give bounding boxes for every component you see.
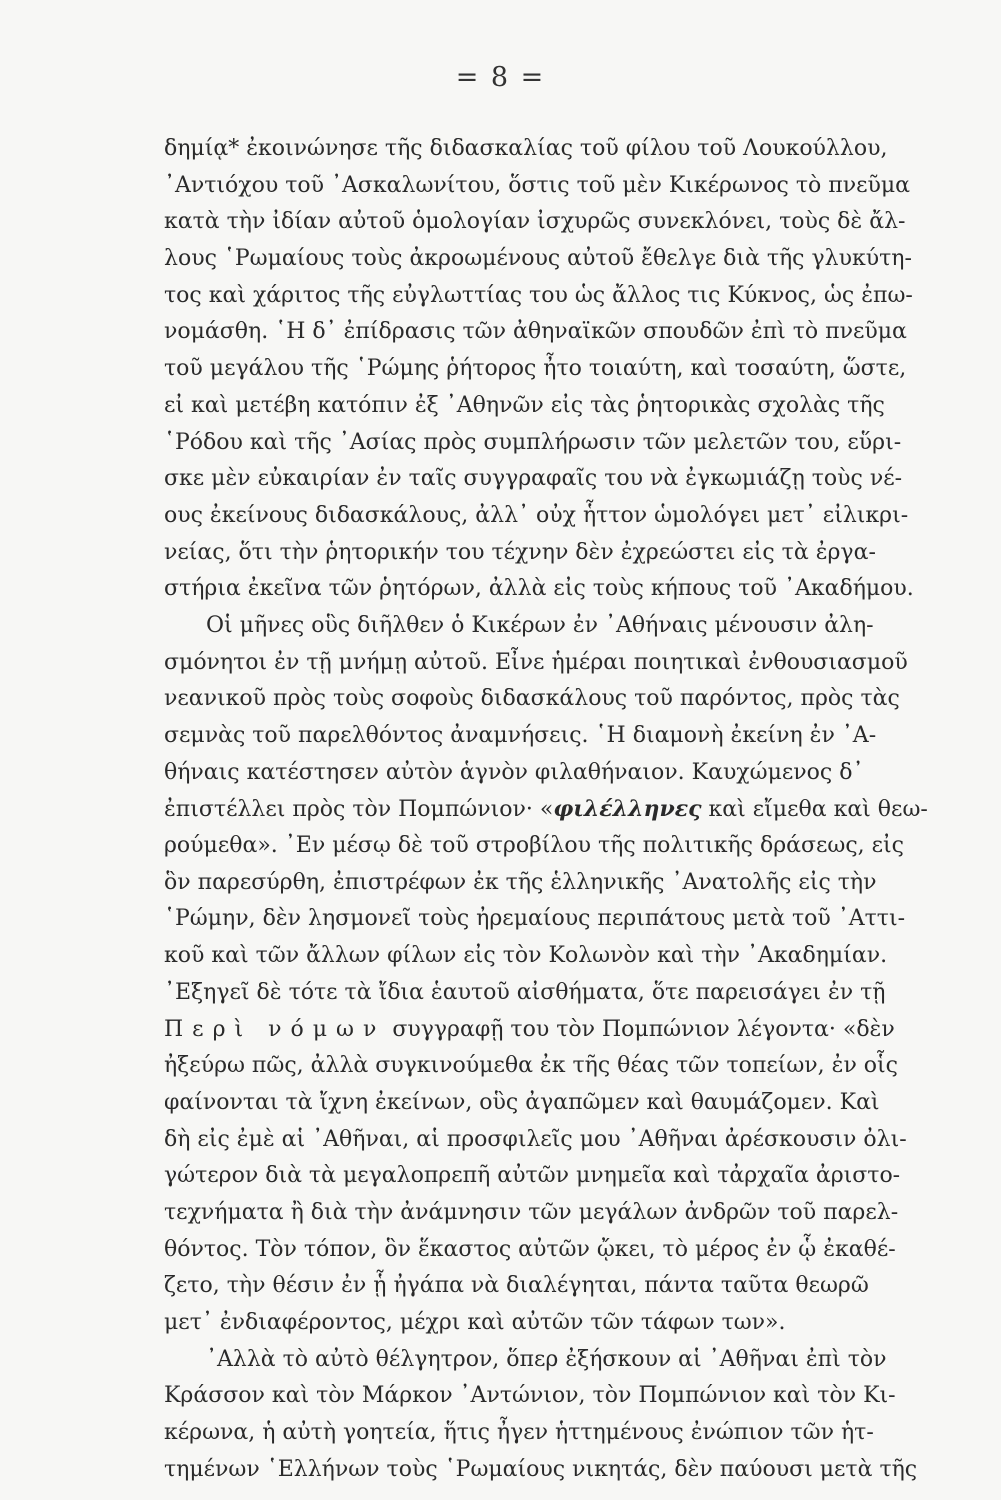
text-line: ῾Ρώμην, δὲν λησμονεῖ τοὺς ἠρεμαίους περιπάτους μετὰ τοῦ ᾿Αττι- — [164, 906, 906, 932]
text-line: ους ἐκείνους διδασκάλους, ἀλλ᾿ οὐχ ἧττον ὡμολόγει μετ᾿ εἰλικρι- — [164, 502, 909, 528]
text-line: Κράσσον καὶ τὸν Μάρκον ᾿Αντώνιον, τὸν Πομπώνιον καὶ τὸν Κι- — [164, 1383, 896, 1409]
text-line: κέρωνα, ἡ αὐτὴ γοητεία, ἥτις ἦγεν ἡττημένους ἐνώπιον τῶν ἡτ- — [164, 1420, 874, 1446]
text-line: θήναις κατέστησεν αὐτὸν ἁγνὸν φιλαθήναιον. Καυχώμενος δ᾿ — [164, 759, 864, 785]
text-line: τοῦ μεγάλου τῆς ῾Ρώμης ῥήτορος ἦτο τοιαύτη, καὶ τοσαύτη, ὥστε, — [164, 356, 907, 382]
text-line: εἰ καὶ μετέβη κατόπιν ἐξ ᾿Αθηνῶν εἰς τὰς ῥητορικὰς σχολὰς τῆς — [164, 392, 885, 418]
text-line: τημένων ῾Ελλήνων τοὺς ῾Ρωμαίους νικητάς, δὲν παύουσι μετὰ τῆς — [164, 1456, 918, 1482]
text-fragment: καὶ εἴμεθα καὶ θεω- — [701, 797, 928, 823]
text-line: στήρια ἐκεῖνα τῶν ῥητόρων, ἀλλὰ εἰς τοὺς κήπους τοῦ ᾿Ακαδήμου. — [164, 576, 914, 602]
text-line: κοῦ καὶ τῶν ἄλλων φίλων εἰς τὸν Κολωνὸν καὶ τὴν ᾿Ακαδημίαν. — [164, 943, 888, 969]
text-line: νείας, ὅτι τὴν ῥητορικήν του τέχνην δὲν ἐχρεώστει εἰς τὰ ἐργα- — [164, 539, 876, 565]
text-line: νεανικοῦ πρὸς τοὺς σοφοὺς διδασκάλους τοῦ παρόντος, πρὸς τὰς — [164, 686, 900, 712]
paragraph-start-line: Οἱ μῆνες οὓς διῆλθεν ὁ Κικέρων ἐν ᾿Αθήναις μένουσιν ἀλη- — [206, 612, 874, 638]
text-line: γώτερον διὰ τὰ μεγαλοπρεπῆ αὐτῶν μνημεῖα καὶ τἀρχαῖα ἀριστο- — [164, 1163, 901, 1189]
text-line: ἠξεύρω πῶς, ἀλλὰ συγκινούμεθα ἐκ τῆς θέας τῶν τοπείων, ἐν οἷς — [164, 1053, 899, 1079]
paragraph-start-line: ᾿Αλλὰ τὸ αὐτὸ θέλγητρον, ὅπερ ἐξήσκουν αἱ ᾿Αθῆναι ἐπὶ τὸν — [206, 1346, 887, 1372]
text-line: νομάσθη. ῾Η δ᾿ ἐπίδρασις τῶν ἀθηναϊκῶν σπουδῶν ἐπὶ τὸ πνεῦμα — [164, 319, 907, 345]
text-line: δὴ εἰς ἐμὲ αἱ ᾿Αθῆναι, αἱ προσφιλεῖς μου ᾿Αθῆναι ἀρέσκουσιν ὀλι- — [164, 1126, 907, 1152]
text-line: φαίνονται τὰ ἴχνη ἐκείνων, οὓς ἀγαπῶμεν καὶ θαυμάζομεν. Καὶ — [164, 1089, 880, 1115]
text-line: ζετο, τὴν θέσιν ἐν ᾗ ἠγάπα νὰ διαλέγηται, πάντα ταῦτα θεωρῶ — [164, 1273, 869, 1299]
page-number: = 8 = — [455, 62, 546, 93]
text-line: σκε μὲν εὐκαιρίαν ἐν ταῖς συγγραφαῖς του νὰ ἐγκωμιάζῃ τοὺς νέ- — [164, 466, 903, 492]
text-fragment: ἐπιστέλλει πρὸς τὸν Πομπώνιον· « — [164, 797, 554, 823]
spaced-title: Περὶ νόμων — [164, 1016, 386, 1042]
text-line: λους ῾Ρωμαίους τοὺς ἀκροωμένους αὐτοῦ ἔθελγε διὰ τῆς γλυκύτη- — [164, 246, 912, 272]
body-text — [164, 131, 928, 1488]
text-line: τος καὶ χάριτος τῆς εὐγλωττίας του ὡς ἄλλος τις Κύκνος, ὡς ἐπω- — [164, 282, 913, 308]
text-line: σμόνητοι ἐν τῇ μνήμῃ αὐτοῦ. Εἶνε ἡμέραι ποιητικαὶ ἐνθουσιασμοῦ — [164, 649, 908, 675]
text-line: ᾿Αντιόχου τοῦ ᾿Ασκαλωνίτου, ὅστις τοῦ μὲν Κικέρωνος τὸ πνεῦμα — [164, 172, 911, 198]
text-line: τεχνήματα ἢ διὰ τὴν ἀνάμνησιν τῶν μεγάλων ἀνδρῶν τοῦ παρελ- — [164, 1199, 899, 1225]
emphasized-word: φιλέλληνες — [553, 796, 702, 823]
text-line: ῾Ρόδου καὶ τῆς ᾿Ασίας πρὸς συμπλήρωσιν τῶν μελετῶν του, εὕρι- — [164, 429, 902, 455]
text-line: ὃν παρεσύρθη, ἐπιστρέφων ἐκ τῆς ἑλληνικῆς ᾿Ανατολῆς εἰς τὴν — [164, 869, 877, 895]
text-line: σεμνὰς τοῦ παρελθόντος ἀναμνήσεις. ῾Η διαμονὴ ἐκείνη ἐν ᾿Α- — [164, 723, 877, 748]
text-line — [164, 1012, 895, 1049]
text-line: ρούμεθα». ᾿Εν μέσῳ δὲ τοῦ στροβίλου τῆς πολιτικῆς δράσεως, εἰς — [164, 833, 904, 859]
text-line — [164, 791, 928, 828]
text-line: θόντος. Τὸν τόπον, ὃν ἕκαστος αὐτῶν ᾤκει, τὸ μέρος ἐν ᾧ ἐκαθέ- — [164, 1236, 896, 1262]
text-line: κατὰ τὴν ἰδίαν αὐτοῦ ὁμολογίαν ἰσχυρῶς συνεκλόνει, τοὺς δὲ ἄλ- — [164, 209, 906, 235]
text-line: μετ᾿ ἐνδιαφέροντος, μέχρι καὶ αὐτῶν τῶν τάφων των». — [164, 1310, 786, 1335]
text-line: ᾿Εξηγεῖ δὲ τότε τὰ ἴδια ἑαυτοῦ αἰσθήματα, ὅτε παρεισάγει ἐν τῇ — [164, 979, 886, 1005]
text-line: δημίᾳ* ἐκοινώνησε τῆς διδασκαλίας τοῦ φίλου τοῦ Λουκούλλου, — [164, 136, 888, 161]
text-fragment: συγγραφῇ του τὸν Πομπώνιον λέγοντα· «δὲν — [385, 1016, 895, 1042]
